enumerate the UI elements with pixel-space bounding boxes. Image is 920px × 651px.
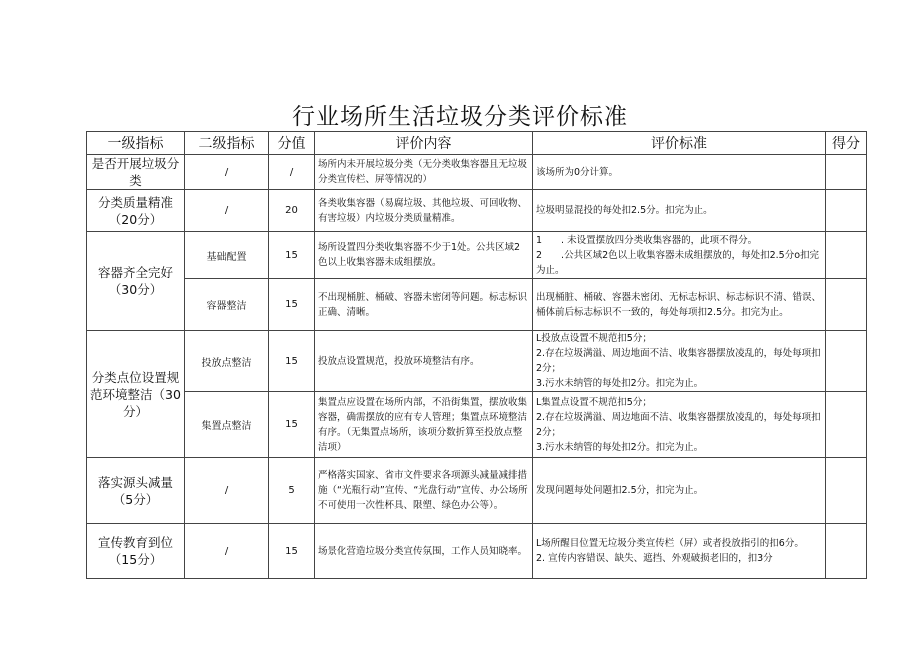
score-cell: 15 (269, 232, 315, 279)
criteria-cell (533, 392, 826, 458)
points-cell (826, 279, 867, 331)
points-cell (826, 331, 867, 392)
content-cell: 场景化营造垃圾分类宣传氛围，工作人员知晓率。 (315, 524, 533, 579)
criteria-line: 垃圾明显混投的每处扣2.5分。扣完为止。 (536, 205, 713, 216)
criteria-cell (533, 458, 826, 524)
content-cell: 各类收集容器（易腐垃圾、其他垃圾、可回收物、有害垃圾）内垃圾分类质量精准。 (315, 190, 533, 232)
criteria-line: L集置点设置不规范扣5分； (536, 396, 652, 408)
criteria-line: L场所醒目位置无垃圾分类宣传栏（屏）或者投放指引的扣6分。 (536, 538, 804, 549)
primary-indicator-cell: 容器齐全完好（30分） (87, 232, 185, 331)
primary-indicator-cell: 落实源头减量（5分） (87, 458, 185, 524)
header-primary-indicator: 一级指标 (87, 132, 185, 155)
content-cell: 场所设置四分类收集容器不少于1处。公共区域2色以上收集容器未成组摆放。 (315, 232, 533, 279)
table-header-row (87, 132, 867, 155)
score-cell: 20 (269, 190, 315, 232)
criteria-line: 2.存在垃圾满溢、周边地面不洁、收集容器摆放凌乱的，每处每项扣2分； (536, 348, 821, 374)
criteria-line: 1 . 未设置摆放四分类收集容器的，此项不得分。 (536, 234, 758, 246)
secondary-indicator-cell: 投放点整洁 (185, 331, 269, 392)
points-cell (826, 458, 867, 524)
content-cell: 投放点设置规范，投放环境整洁有序。 (315, 331, 533, 392)
secondary-indicator-cell: 集置点整洁 (185, 392, 269, 458)
criteria-line: 2.存在垃圾满溢、周边地面不洁、收集容器摆放凌乱的，每处每项扣2分； (536, 411, 821, 438)
header-secondary-indicator: 二级指标 (185, 132, 269, 155)
criteria-line: 2 .公共区域2色以上收集容器未成组摆放的，每处扣2.5分o扣完为止。 (536, 249, 820, 276)
secondary-indicator-cell: / (185, 458, 269, 524)
criteria-line: 3.污水未纳管的每处扣2分。扣完为止。 (536, 378, 704, 389)
score-cell: 15 (269, 331, 315, 392)
table-row (87, 190, 867, 232)
criteria-cell (533, 190, 826, 232)
points-cell (826, 392, 867, 458)
criteria-cell (533, 279, 826, 331)
criteria-cell (533, 524, 826, 579)
secondary-indicator-cell: / (185, 155, 269, 190)
criteria-line: 该场所为0分计算。 (536, 166, 619, 178)
score-cell: / (269, 155, 315, 190)
points-cell (826, 232, 867, 279)
header-points: 得分 (826, 132, 867, 155)
score-cell: 15 (269, 524, 315, 579)
score-cell: 15 (269, 392, 315, 458)
table-row (87, 155, 867, 190)
criteria-cell (533, 155, 826, 190)
content-cell: 集置点应设置在场所内部，不沿街集置，摆放收集容器，确需摆放的应有专人管理；集置点环境整洁有序。（无集置点场所，该项分数折算至投放点整洁项） (315, 392, 533, 458)
secondary-indicator-cell: 容器整洁 (185, 279, 269, 331)
primary-indicator-cell: 分类质量精准（20分） (87, 190, 185, 232)
header-criteria: 评价标准 (533, 132, 826, 155)
score-cell: 5 (269, 458, 315, 524)
criteria-cell (533, 232, 826, 279)
score-cell: 15 (269, 279, 315, 331)
secondary-indicator-cell: / (185, 524, 269, 579)
table-row (87, 279, 867, 331)
table-row (87, 524, 867, 579)
points-cell (826, 190, 867, 232)
criteria-line: L投放点设置不规范扣5分； (536, 333, 652, 344)
criteria-line: 出现桶脏、桶破、容器未密闭、无标志标识、标志标识不清、错误、桶体前后标志标识不一致的，每处每项扣2.5分。扣完为止。 (536, 291, 822, 318)
criteria-line: 3.污水未纳管的每处扣2分。扣完为止。 (536, 441, 704, 453)
document-title: 行业场所生活垃圾分类评价标准 (292, 104, 628, 130)
header-content: 评价内容 (315, 132, 533, 155)
content-cell: 不出现桶脏、桶破、容器未密闭等问题。标志标识正确、清晰。 (315, 279, 533, 331)
evaluation-table (86, 131, 867, 579)
primary-indicator-cell: 是否开展垃圾分类 (87, 155, 185, 190)
points-cell (826, 155, 867, 190)
points-cell (826, 524, 867, 579)
primary-indicator-cell: 分类点位设置规范环境整洁（30分） (87, 331, 185, 458)
table-row (87, 458, 867, 524)
criteria-line: 发现问题每处问题扣2.5分，扣完为止。 (536, 485, 704, 496)
criteria-cell (533, 331, 826, 392)
table-row (87, 232, 867, 279)
primary-indicator-cell: 宣传教育到位（15分） (87, 524, 185, 579)
header-score: 分值 (269, 132, 315, 155)
secondary-indicator-cell: 基础配置 (185, 232, 269, 279)
secondary-indicator-cell: / (185, 190, 269, 232)
criteria-line: 2. 宣传内容错误、缺失、遮挡、外观破损老旧的，扣3分 (536, 553, 773, 564)
content-cell: 场所内未开展垃圾分类（无分类收集容器且无垃圾分类宣传栏、屏等情况的） (315, 155, 533, 190)
content-cell: 严格落实国家、省市文件要求各项源头减量减排措施（“光瓶行动”宣传、“光盘行动”宣传、办公场所不可使用一次性杯具、限塑、绿色办公等）。 (315, 458, 533, 524)
table-row (87, 331, 867, 392)
table-row (87, 392, 867, 458)
